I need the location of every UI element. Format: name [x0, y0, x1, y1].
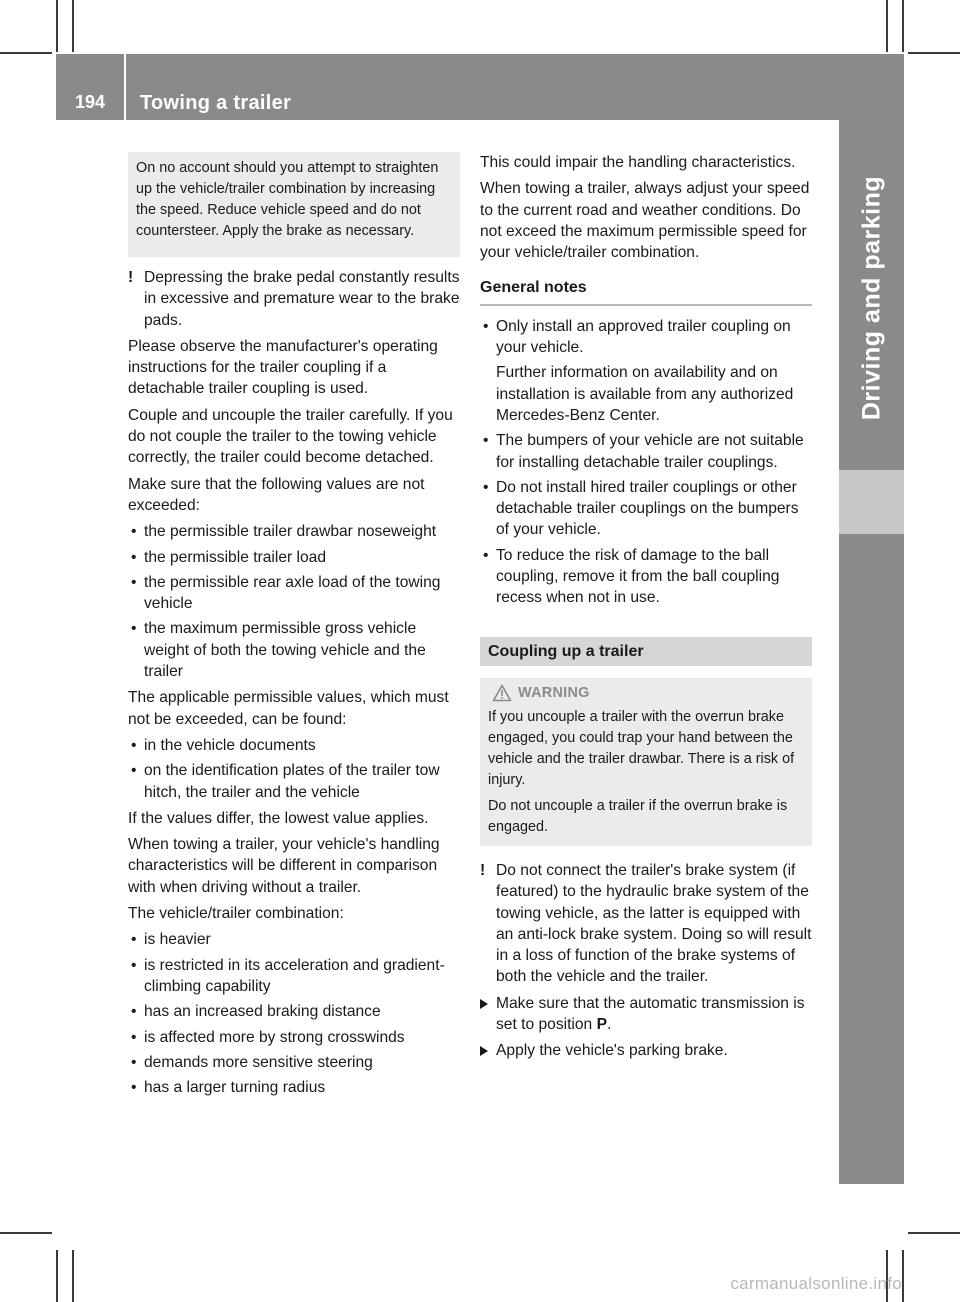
bullet-mark: • [131, 956, 137, 974]
bullet-mark: • [131, 523, 137, 541]
warning-text: If you uncouple a trailer with the overrun brake engaged, you could trap your hand between the vehicle and the trailer drawbar. There is a risk of injury. [488, 708, 795, 788]
list-item [128, 929, 460, 950]
list-item-text: is restricted in its acceleration and gradient-climbing capability [144, 956, 445, 995]
instruction-step [480, 993, 812, 1036]
bullet-mark: • [483, 546, 489, 564]
instruction-step [480, 1040, 812, 1061]
step-arrow-icon [480, 999, 488, 1009]
bullet-list [128, 929, 460, 1098]
list-item [128, 618, 460, 682]
warning-text: Do not uncouple a trailer if the overrun brake is engaged. [488, 797, 788, 835]
caution-mark: ! [128, 269, 134, 286]
list-item [128, 521, 460, 542]
step-text: Apply the vehicle's parking brake. [496, 1042, 728, 1060]
crop-mark [886, 0, 888, 52]
general-notes-heading: General notes [480, 277, 812, 305]
paragraph: The vehicle/trailer combination: [128, 905, 344, 923]
list-item [480, 545, 812, 609]
bullet-mark: • [131, 1053, 137, 1071]
left-column [128, 152, 460, 1103]
bullet-list [128, 735, 460, 803]
bullet-mark: • [131, 573, 137, 591]
list-item [128, 547, 460, 568]
warning-label: WARNING [518, 684, 590, 701]
caution-mark: ! [480, 861, 486, 879]
list-item [128, 955, 460, 998]
paragraph: Couple and uncouple the trailer carefully. If you do not couple the trailer to the towing vehicle correctly, the trailer could become detached. [128, 406, 453, 467]
page-number: 194 [74, 92, 106, 112]
crop-mark [902, 1250, 904, 1302]
list-item-text: The bumpers of your vehicle are not suitable for installing detachable trailer couplings. [496, 432, 804, 471]
side-tab-label-wrap [852, 120, 892, 475]
warning-header [488, 683, 804, 704]
list-item-text: is affected more by strong crosswinds [144, 1028, 405, 1046]
side-tab-marker [839, 470, 904, 534]
list-item-text: To reduce the risk of damage to the ball coupling, remove it from the ball coupling recess when not in use. [496, 546, 780, 607]
list-item-text: demands more sensitive steering [144, 1053, 373, 1071]
crop-mark [72, 1250, 74, 1302]
step-text: Make sure that the automatic transmission is set to position [496, 994, 805, 1034]
warning-triangle-icon [492, 684, 512, 702]
paragraph: The applicable permissible values, which must not be exceeded, can be found: [128, 689, 449, 728]
list-item-text: has a larger turning radius [144, 1079, 326, 1097]
header-divider [124, 54, 126, 120]
bullet-mark: • [131, 1028, 137, 1046]
crop-mark [0, 1232, 52, 1234]
bullet-mark: • [483, 432, 489, 450]
bullet-mark: • [131, 736, 137, 754]
paragraph: This could impair the handling characteristics. [480, 154, 796, 171]
bullet-mark: • [131, 1003, 137, 1021]
list-item [128, 1027, 460, 1048]
list-item-text: has an increased braking distance [144, 1003, 381, 1021]
bullet-mark: • [483, 317, 489, 335]
general-notes-list [480, 316, 812, 609]
note-box [128, 152, 460, 257]
side-tab-label: Driving and parking [857, 175, 886, 420]
coupling-heading: Coupling up a trailer [480, 637, 812, 666]
list-item-text: the permissible rear axle load of the towing vehicle [144, 573, 441, 613]
bullet-mark: • [131, 762, 137, 780]
list-item [480, 430, 812, 473]
crop-mark [0, 52, 52, 54]
list-item [128, 572, 460, 615]
bullet-mark: • [131, 931, 137, 949]
list-item [480, 316, 812, 426]
crop-mark [56, 1250, 58, 1302]
bullet-list [128, 521, 460, 682]
paragraph: When towing a trailer, always adjust your speed to the current road and weather conditions. Do not exceed the maximum permissible speed for your vehicle/trailer combination. [480, 180, 810, 262]
list-item-text: the permissible trailer load [144, 548, 327, 566]
watermark: carmanualsonline.info [730, 1273, 902, 1293]
step-arrow-icon [480, 1046, 488, 1056]
paragraph: Make sure that the following values are not exceeded: [128, 475, 425, 514]
list-item [128, 760, 460, 803]
list-item-text: the permissible trailer drawbar noseweight [144, 523, 437, 541]
list-item-text: Do not install hired trailer couplings or other detachable trailer couplings on the bumpers of your vehicle. [496, 478, 799, 539]
page-title: Towing a trailer [140, 92, 292, 114]
paragraph: When towing a trailer, your vehicle's handling characteristics will be different in comparison with when driving without a trailer. [128, 836, 440, 896]
caution-note [128, 267, 460, 331]
crop-mark [908, 52, 960, 54]
list-item-text: Only install an approved trailer coupling on your vehicle. [496, 317, 791, 357]
right-column [480, 152, 812, 1067]
note-text: On no account should you attempt to straighten up the vehicle/trailer combination by increasing the speed. Reduce vehicle speed and do not countersteer. Apply the brake as necessary. [136, 160, 439, 239]
list-item-text: is heavier [144, 931, 211, 949]
list-item-extra: Further information on availability and on installation is available from any authorized Mercedes-Benz Center. [496, 364, 794, 424]
crop-mark [908, 1232, 960, 1234]
list-item-text: in the vehicle documents [144, 736, 316, 754]
caution-text: Do not connect the trailer's brake system (if featured) to the hydraulic brake system of the towing vehicle, as the latter is equipped with an anti-lock brake system. Doing so will result in a loss of function of the brake systems of both the vehicle and the trailer. [496, 861, 812, 986]
crop-mark [72, 0, 74, 52]
paragraph: If the values differ, the lowest value applies. [128, 809, 429, 827]
bullet-mark: • [131, 1079, 137, 1097]
list-item [128, 1001, 460, 1022]
crop-mark [902, 0, 904, 52]
list-item [128, 735, 460, 756]
list-item [480, 477, 812, 541]
paragraph: Please observe the manufacturer's operating instructions for the trailer coupling if a detachable trailer coupling is used. [128, 337, 438, 398]
bullet-mark: • [131, 620, 137, 638]
warning-box [480, 678, 812, 846]
crop-mark [56, 0, 58, 52]
list-item [128, 1052, 460, 1073]
list-item [128, 1077, 460, 1098]
bullet-mark: • [483, 478, 489, 496]
caution-note [480, 860, 812, 988]
list-item-text: the maximum permissible gross vehicle weight of both the towing vehicle and the trailer [144, 620, 426, 681]
bullet-mark: • [131, 548, 137, 566]
list-item-text: on the identification plates of the trailer tow hitch, the trailer and the vehicle [144, 762, 440, 801]
step-text-end: . [606, 1016, 612, 1034]
gear-position: P [596, 1016, 607, 1034]
caution-text: Depressing the brake pedal constantly results in excessive and premature wear to the brake pads. [144, 269, 460, 329]
